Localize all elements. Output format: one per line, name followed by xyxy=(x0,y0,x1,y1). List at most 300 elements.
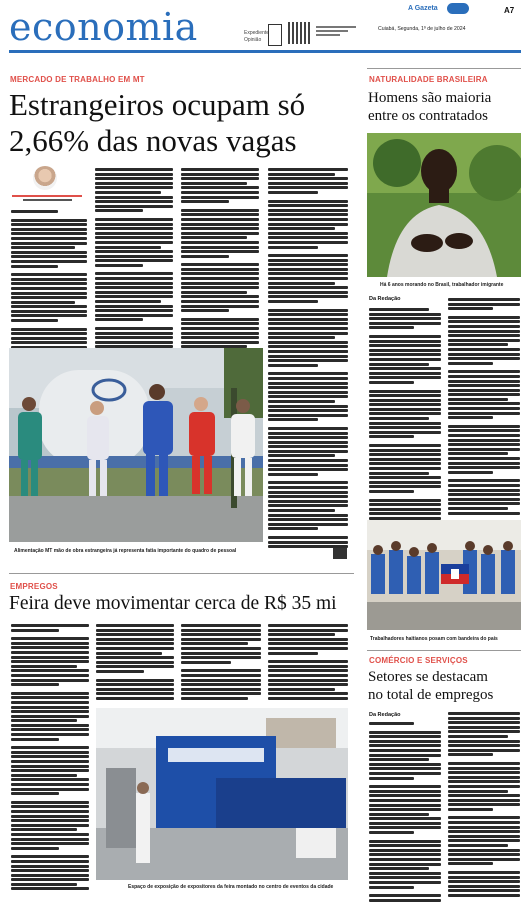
text-line xyxy=(268,688,335,691)
text-line xyxy=(181,272,259,275)
text-line xyxy=(181,683,261,686)
text-line xyxy=(181,186,259,189)
text-line xyxy=(181,642,248,645)
text-line xyxy=(95,300,161,303)
main-text-col-5 xyxy=(268,350,348,550)
text-line xyxy=(268,227,335,230)
text-line xyxy=(448,830,520,833)
second-text-col-2 xyxy=(96,624,174,702)
text-line xyxy=(11,783,89,786)
text-line xyxy=(448,844,508,847)
text-line xyxy=(95,332,173,335)
text-line xyxy=(448,740,520,743)
second-photo xyxy=(96,708,348,880)
text-line xyxy=(448,393,520,396)
text-line xyxy=(369,872,441,875)
text-line xyxy=(268,441,348,444)
text-line xyxy=(268,391,348,394)
text-line xyxy=(448,484,520,487)
text-line xyxy=(11,301,75,304)
text-line xyxy=(268,504,348,507)
text-line xyxy=(448,479,520,482)
text-line xyxy=(369,358,441,361)
text-line xyxy=(11,792,59,795)
text-line xyxy=(369,485,441,488)
text-line xyxy=(268,454,335,457)
text-line xyxy=(369,458,441,461)
text-line xyxy=(448,357,520,360)
text-line xyxy=(268,204,348,207)
text-line xyxy=(268,359,348,362)
text-line xyxy=(95,205,173,208)
text-line xyxy=(11,314,87,317)
text-line xyxy=(448,339,520,342)
text-line xyxy=(96,642,174,645)
text-line xyxy=(181,633,261,636)
text-line xyxy=(268,200,348,203)
text-line xyxy=(268,445,348,448)
text-line xyxy=(268,679,348,682)
text-line xyxy=(268,481,348,484)
text-line xyxy=(448,439,520,442)
text-line xyxy=(96,638,174,641)
text-line xyxy=(369,767,441,770)
sidebar-top-rule xyxy=(367,68,521,69)
text-line xyxy=(181,295,259,298)
text-line xyxy=(369,476,441,479)
text-line xyxy=(11,629,59,632)
text-line xyxy=(11,769,89,772)
text-line xyxy=(95,305,173,308)
text-line xyxy=(268,341,348,344)
sidebar-bottom-text-col-2 xyxy=(448,712,520,899)
text-line xyxy=(11,683,59,686)
sidebar-bottom-kicker: COMÉRCIO E SERVIÇOS xyxy=(369,656,468,665)
text-line xyxy=(268,660,348,663)
text-line xyxy=(268,322,348,325)
text-line xyxy=(181,282,259,285)
text-line xyxy=(11,810,89,813)
text-line xyxy=(268,386,348,389)
text-line xyxy=(95,177,173,180)
sidebar-bottom-rule xyxy=(367,650,521,651)
text-line xyxy=(96,656,174,659)
text-line xyxy=(268,674,348,677)
text-line xyxy=(11,815,89,818)
text-line xyxy=(268,414,348,417)
text-line xyxy=(448,498,520,501)
sidebar-top-headline-line1: Homens são maioria xyxy=(368,90,492,106)
text-line xyxy=(11,838,89,841)
text-line xyxy=(448,889,520,892)
text-line xyxy=(448,471,493,474)
text-line xyxy=(369,376,441,379)
text-line xyxy=(268,527,318,530)
text-line xyxy=(11,855,89,858)
text-line xyxy=(369,863,441,866)
text-line xyxy=(448,880,520,883)
text-line xyxy=(448,334,520,337)
sidebar-top-headline-line2: entre os contratados xyxy=(368,108,488,124)
text-line xyxy=(448,762,520,765)
text-line xyxy=(369,344,441,347)
text-line xyxy=(369,876,441,879)
text-line xyxy=(369,763,441,766)
text-line xyxy=(369,349,441,352)
text-line xyxy=(95,223,173,226)
main-kicker: MERCADO DE TRABALHO EM MT xyxy=(10,75,145,84)
text-line xyxy=(448,721,520,724)
text-line xyxy=(268,277,348,280)
text-line xyxy=(181,236,247,239)
text-line xyxy=(11,774,77,777)
text-line xyxy=(11,778,89,781)
sidebar-group-photo xyxy=(367,520,521,630)
second-text-col-4 xyxy=(268,624,348,702)
text-line xyxy=(448,298,520,301)
text-line xyxy=(268,191,318,194)
text-line xyxy=(11,706,89,709)
text-line xyxy=(181,177,259,180)
text-line xyxy=(11,669,89,672)
text-line xyxy=(11,232,87,235)
text-line xyxy=(11,788,89,791)
text-line xyxy=(181,309,229,312)
text-line xyxy=(448,316,520,319)
text-line xyxy=(448,493,520,496)
text-line xyxy=(448,885,520,888)
text-line xyxy=(95,327,173,330)
masthead-rule xyxy=(9,50,521,53)
text-line xyxy=(181,327,259,330)
text-line xyxy=(11,847,59,850)
text-line xyxy=(11,228,87,231)
text-line xyxy=(448,753,493,756)
text-line xyxy=(11,642,89,645)
text-line xyxy=(95,241,173,244)
text-line xyxy=(268,436,348,439)
text-line xyxy=(369,399,441,402)
text-line xyxy=(268,309,348,312)
text-line xyxy=(268,332,348,335)
text-line xyxy=(369,322,441,325)
paragraph-gap xyxy=(369,495,441,499)
text-line xyxy=(268,300,318,303)
text-line xyxy=(11,692,89,695)
text-line xyxy=(369,722,414,725)
text-line xyxy=(369,894,441,897)
text-line xyxy=(268,683,348,686)
text-line xyxy=(268,241,348,244)
sidebar-top-kicker: NATURALIDADE BRASILEIRA xyxy=(369,75,488,84)
text-line xyxy=(268,377,348,380)
text-line xyxy=(11,305,87,308)
text-line xyxy=(11,842,89,845)
text-line xyxy=(268,372,348,375)
text-line xyxy=(181,232,259,235)
text-line xyxy=(11,210,58,213)
text-line xyxy=(448,375,520,378)
text-line xyxy=(11,883,77,886)
text-line xyxy=(95,200,173,203)
text-line xyxy=(11,278,87,281)
text-line xyxy=(11,824,89,827)
sidebar-bottom-headline-line2: no total de empregos xyxy=(368,687,494,703)
text-line xyxy=(369,785,441,788)
text-line xyxy=(268,459,348,462)
text-line xyxy=(181,277,259,280)
text-line xyxy=(448,735,508,738)
text-line xyxy=(369,390,441,393)
text-line xyxy=(369,499,441,502)
text-line xyxy=(181,213,259,216)
text-line xyxy=(268,382,348,385)
text-line xyxy=(11,710,89,713)
main-headline-line2: 2,66% das novas vagas xyxy=(9,123,297,158)
text-line xyxy=(11,637,89,640)
text-line xyxy=(448,780,520,783)
text-line xyxy=(268,418,318,421)
text-line xyxy=(369,831,414,834)
text-line xyxy=(268,282,335,285)
text-line xyxy=(11,679,89,682)
text-line xyxy=(11,251,87,254)
text-line xyxy=(11,765,89,768)
text-line xyxy=(11,674,89,677)
text-line xyxy=(268,313,348,316)
author-avatar xyxy=(33,166,57,190)
text-line xyxy=(369,790,441,793)
text-line xyxy=(95,232,173,235)
text-line xyxy=(11,719,77,722)
text-line xyxy=(448,370,520,373)
text-line xyxy=(369,308,429,311)
text-line xyxy=(11,760,89,763)
text-line xyxy=(95,173,173,176)
main-text-col-1 xyxy=(11,210,87,351)
text-line xyxy=(11,651,89,654)
text-line xyxy=(11,746,89,749)
text-line xyxy=(11,755,89,758)
text-line xyxy=(448,307,493,310)
text-line xyxy=(11,310,87,313)
text-line xyxy=(448,794,520,797)
text-line xyxy=(11,337,87,340)
text-line xyxy=(268,629,348,632)
sidebar-top-byline: Da Redação xyxy=(369,296,401,302)
text-line xyxy=(11,805,89,808)
text-line xyxy=(448,462,520,465)
text-line xyxy=(95,295,173,298)
text-line xyxy=(268,259,348,262)
text-line xyxy=(181,191,259,194)
text-line xyxy=(11,328,87,331)
text-line xyxy=(96,633,174,636)
text-line xyxy=(268,350,348,353)
text-line xyxy=(448,785,520,788)
text-line xyxy=(181,305,259,308)
text-line xyxy=(268,209,348,212)
text-line xyxy=(369,490,414,493)
text-line xyxy=(181,246,259,249)
section-title: economia xyxy=(9,5,198,49)
text-line xyxy=(369,744,441,747)
text-line xyxy=(181,679,261,682)
main-headline-line1: Estrangeiros ocupam só xyxy=(9,87,306,122)
text-line xyxy=(95,318,143,321)
text-line xyxy=(369,417,429,420)
text-line xyxy=(448,443,520,446)
paragraph-gap xyxy=(369,727,441,731)
text-line xyxy=(268,246,318,249)
text-line xyxy=(268,355,348,358)
text-line xyxy=(11,724,89,727)
text-line xyxy=(95,272,173,275)
brand-logo xyxy=(447,3,469,14)
newspaper-brand: A Gazeta xyxy=(408,5,438,12)
text-line xyxy=(181,241,259,244)
text-line xyxy=(448,303,520,306)
text-line xyxy=(369,403,441,406)
text-line xyxy=(11,860,89,863)
text-line xyxy=(268,427,348,430)
text-line xyxy=(96,679,174,682)
text-line xyxy=(268,464,348,467)
text-line xyxy=(181,629,261,632)
text-line xyxy=(181,647,261,650)
text-line xyxy=(268,409,348,412)
text-line xyxy=(11,865,89,868)
text-line xyxy=(369,735,441,738)
masthead-filler-text xyxy=(316,26,356,36)
text-line xyxy=(448,353,520,356)
text-line xyxy=(11,273,87,276)
text-line xyxy=(268,432,348,435)
text-line xyxy=(95,250,173,253)
text-line xyxy=(448,803,520,806)
text-line xyxy=(448,776,520,779)
text-line xyxy=(96,629,174,632)
text-line xyxy=(369,462,441,465)
text-line xyxy=(448,434,520,437)
text-line xyxy=(448,343,508,346)
text-line xyxy=(11,728,89,731)
text-line xyxy=(95,186,173,189)
text-line xyxy=(369,381,414,384)
text-line xyxy=(268,223,348,226)
text-line xyxy=(95,191,161,194)
text-line xyxy=(369,817,441,820)
text-line xyxy=(181,223,259,226)
text-line xyxy=(181,173,259,176)
main-text-col-2 xyxy=(95,168,173,350)
text-line xyxy=(11,801,89,804)
text-line xyxy=(181,322,259,325)
text-line xyxy=(96,652,162,655)
text-line xyxy=(11,223,87,226)
text-line xyxy=(369,412,441,415)
text-line xyxy=(369,881,441,884)
text-line xyxy=(448,402,520,405)
text-line xyxy=(181,200,229,203)
text-line xyxy=(95,168,173,171)
text-line xyxy=(268,638,348,641)
text-line xyxy=(11,751,89,754)
text-line xyxy=(268,536,348,539)
text-line xyxy=(369,313,441,316)
text-line xyxy=(268,624,348,627)
author-name-block xyxy=(12,195,82,201)
text-line xyxy=(369,467,441,470)
second-text-col-1 xyxy=(11,624,89,892)
text-line xyxy=(95,246,161,249)
text-line xyxy=(268,647,348,650)
text-line xyxy=(268,218,348,221)
text-line xyxy=(369,822,441,825)
text-line xyxy=(268,327,348,330)
text-line xyxy=(96,624,174,627)
text-line xyxy=(268,665,348,668)
text-line xyxy=(181,218,259,221)
text-line xyxy=(448,826,520,829)
text-line xyxy=(268,692,348,695)
text-line xyxy=(181,168,259,171)
sidebar-group-caption: Trabalhadores haitianos posam com bandeira do país xyxy=(370,636,498,642)
paragraph-gap xyxy=(11,215,87,219)
sidebar-bottom-byline: Da Redação xyxy=(369,712,401,718)
text-line xyxy=(268,232,348,235)
text-line xyxy=(448,466,520,469)
text-line xyxy=(369,481,441,484)
text-line xyxy=(369,444,441,447)
text-line xyxy=(369,867,429,870)
text-line xyxy=(268,177,348,180)
text-line xyxy=(11,874,89,877)
text-line xyxy=(181,332,259,335)
text-line xyxy=(96,670,144,673)
sidebar-portrait-caption: Há 6 anos morando no Brasil, trabalhador imigrante xyxy=(380,282,504,288)
text-line xyxy=(448,452,508,455)
text-line xyxy=(448,808,493,811)
text-line xyxy=(95,336,173,339)
text-line xyxy=(96,683,174,686)
text-line xyxy=(268,236,348,239)
text-line xyxy=(96,665,174,668)
text-line xyxy=(181,638,261,641)
text-line xyxy=(448,330,520,333)
text-line xyxy=(448,853,520,856)
text-line xyxy=(448,457,520,460)
text-line xyxy=(268,697,348,700)
text-line xyxy=(11,246,75,249)
text-line xyxy=(11,292,87,295)
second-kicker: EMPREGOS xyxy=(10,582,58,591)
text-line xyxy=(268,173,335,176)
text-line xyxy=(268,291,348,294)
text-line xyxy=(11,260,87,263)
qr-code-icon xyxy=(288,22,310,44)
text-line xyxy=(369,794,441,797)
text-line xyxy=(11,869,89,872)
text-line xyxy=(448,348,520,351)
text-line xyxy=(181,182,247,185)
text-line xyxy=(448,412,520,415)
text-line xyxy=(369,394,441,397)
text-line xyxy=(448,858,520,861)
text-line xyxy=(268,473,318,476)
text-line xyxy=(369,886,414,889)
text-line xyxy=(11,332,87,335)
